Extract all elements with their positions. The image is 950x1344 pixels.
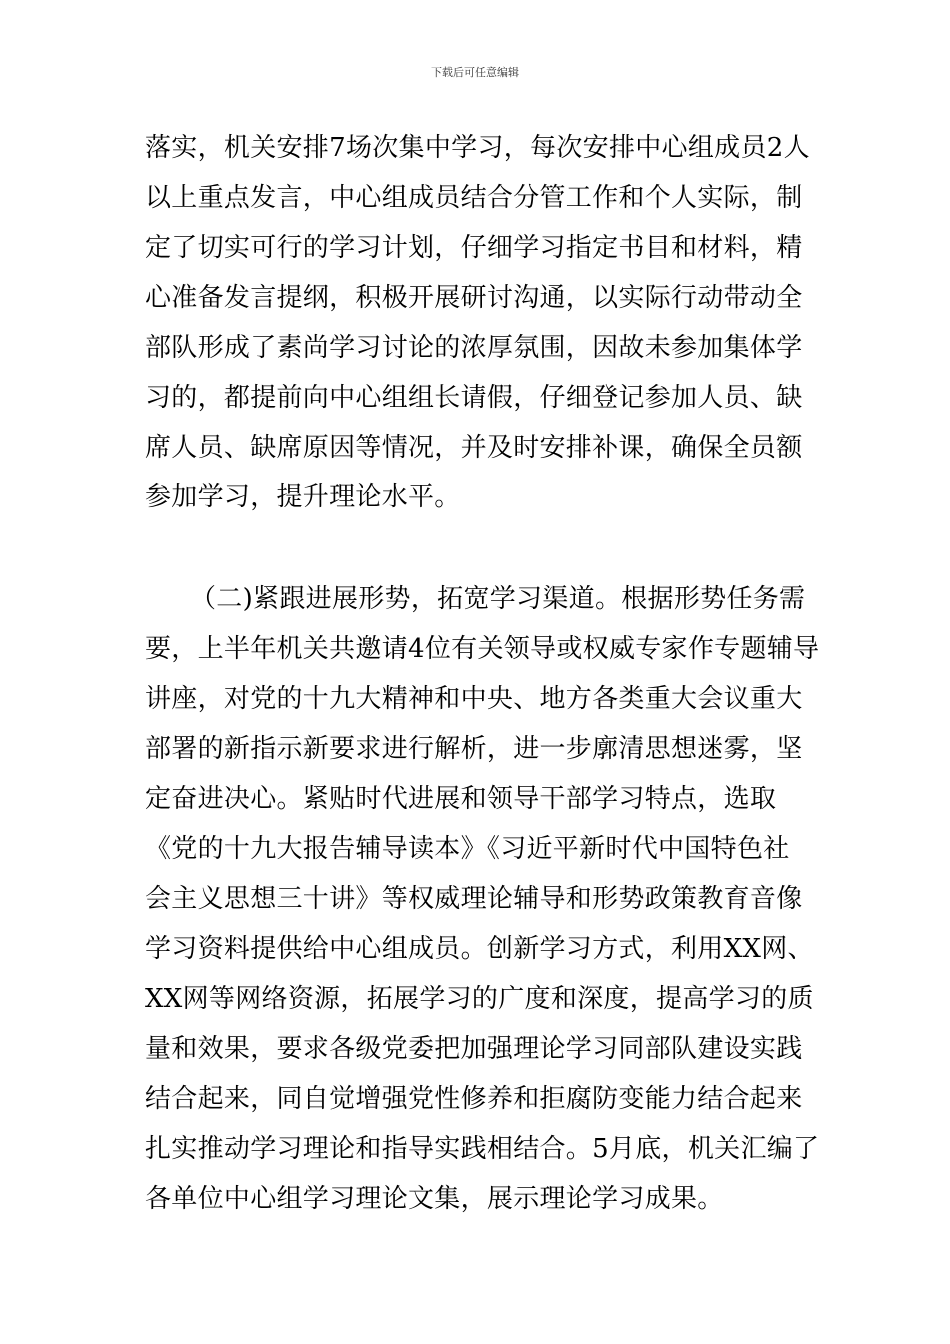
text-line: 会主义思想三十讲》等权威理论辅导和形势政策教育音像 bbox=[145, 884, 803, 914]
page-header: 下载后可任意编辑 bbox=[431, 66, 519, 79]
text-line: 要，上半年机关共邀请4位有关领导或权威专家作专题辅导 bbox=[145, 634, 820, 664]
text-line: 学习资料提供给中心组成员。创新学习方式，利用XX网、 bbox=[145, 934, 814, 964]
text-line: 定奋进决心。紧贴时代进展和领导干部学习特点，选取 bbox=[145, 784, 777, 814]
text-line: XX网等网络资源，拓展学习的广度和深度，提高学习的质 bbox=[145, 984, 814, 1014]
text-line: 习的，都提前向中心组组长请假，仔细登记参加人员、缺 bbox=[145, 383, 803, 413]
text-line: （二)紧跟进展形势，拓宽学习渠道。根据形势任务需 bbox=[190, 584, 806, 614]
text-line: 定了切实可行的学习计划，仔细学习指定书目和材料，精 bbox=[145, 233, 803, 263]
text-line: 席人员、缺席原因等情况，并及时安排补课，确保全员额 bbox=[145, 433, 803, 463]
text-line: 落实，机关安排7场次集中学习，每次安排中心组成员2人 bbox=[145, 133, 810, 163]
text-line: 《党的十九大报告辅导读本》《习近平新时代中国特色社 bbox=[145, 834, 790, 864]
text-line: 讲座，对党的十九大精神和中央、地方各类重大会议重大 bbox=[145, 684, 803, 714]
text-line: 心准备发言提纲，积极开展研讨沟通，以实际行动带动全 bbox=[145, 283, 803, 313]
text-line: 部队形成了素尚学习讨论的浓厚氛围，因故未参加集体学 bbox=[145, 333, 803, 363]
text-line: 参加学习，提升理论水平。 bbox=[145, 482, 461, 512]
text-line: 扎实推动学习理论和指导实践相结合。5月底，机关汇编了 bbox=[145, 1134, 820, 1164]
text-line: 以上重点发言，中心组成员结合分管工作和个人实际，制 bbox=[145, 183, 803, 213]
text-line: 量和效果，要求各级党委把加强理论学习同部队建设实践 bbox=[145, 1034, 803, 1064]
text-line: 各单位中心组学习理论文集，展示理论学习成果。 bbox=[145, 1184, 724, 1214]
text-line: 结合起来，同自觉增强党性修养和拒腐防变能力结合起来 bbox=[145, 1084, 803, 1114]
text-line: 部署的新指示新要求进行解析，进一步廓清思想迷雾，坚 bbox=[145, 734, 803, 764]
